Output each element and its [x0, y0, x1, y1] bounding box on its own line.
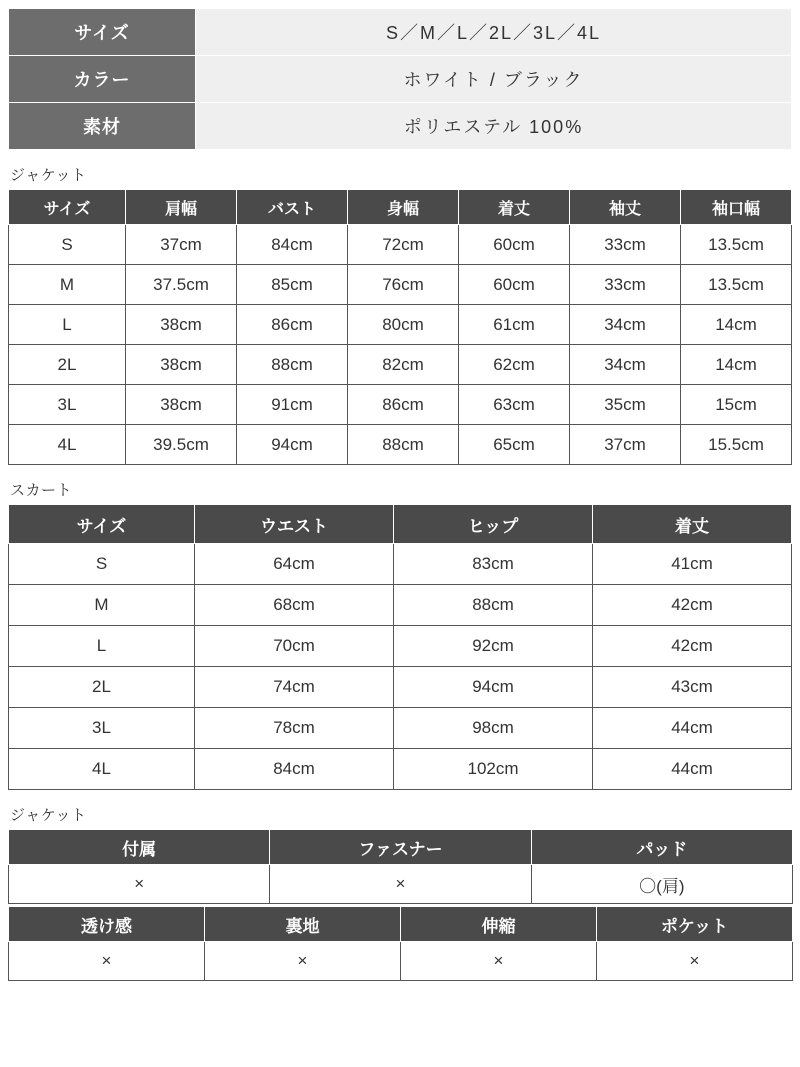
cell: 83cm: [394, 544, 593, 585]
column-header: 付属: [9, 830, 270, 865]
spec-value-material: ポリエステル 100%: [196, 103, 792, 150]
cell: ×: [9, 942, 205, 981]
cell: 60cm: [459, 225, 570, 265]
cell: 〇(肩): [531, 865, 792, 904]
column-header: 袖口幅: [681, 190, 792, 225]
cell: 37.5cm: [126, 265, 237, 305]
cell: 62cm: [459, 345, 570, 385]
cell: L: [9, 626, 195, 667]
column-header: ウエスト: [195, 505, 394, 544]
cell: 3L: [9, 708, 195, 749]
cell: 38cm: [126, 385, 237, 425]
table-row: [9, 345, 792, 385]
cell: 82cm: [348, 345, 459, 385]
cell: 68cm: [195, 585, 394, 626]
spec-label-size: サイズ: [9, 9, 196, 56]
cell: 91cm: [237, 385, 348, 425]
cell: 88cm: [348, 425, 459, 465]
cell: L: [9, 305, 126, 345]
cell: 86cm: [237, 305, 348, 345]
cell: 34cm: [570, 345, 681, 385]
cell: 70cm: [195, 626, 394, 667]
cell: 2L: [9, 667, 195, 708]
cell: 74cm: [195, 667, 394, 708]
column-header: 裏地: [205, 907, 401, 942]
column-header: 着丈: [459, 190, 570, 225]
table-row: [9, 385, 792, 425]
cell: M: [9, 585, 195, 626]
cell: 88cm: [394, 585, 593, 626]
table-header-row: [9, 830, 793, 865]
cell: 43cm: [593, 667, 792, 708]
cell: 33cm: [570, 265, 681, 305]
table-row: [9, 305, 792, 345]
table-row: [9, 9, 792, 56]
table-row: [9, 708, 792, 749]
cell: 38cm: [126, 305, 237, 345]
cell: ×: [9, 865, 270, 904]
table-row: [9, 56, 792, 103]
spec-value-size: S／M／L／2L／3L／4L: [196, 9, 792, 56]
cell: 76cm: [348, 265, 459, 305]
table-row: [9, 265, 792, 305]
cell: 85cm: [237, 265, 348, 305]
table-row: [9, 942, 793, 981]
jacket-measurement-table: [8, 189, 792, 465]
cell: 37cm: [570, 425, 681, 465]
cell: 64cm: [195, 544, 394, 585]
column-header: ヒップ: [394, 505, 593, 544]
cell: 38cm: [126, 345, 237, 385]
cell: ×: [401, 942, 597, 981]
cell: 14cm: [681, 305, 792, 345]
column-header: バスト: [237, 190, 348, 225]
cell: 84cm: [195, 749, 394, 790]
cell: S: [9, 544, 195, 585]
cell: 2L: [9, 345, 126, 385]
column-header: 袖丈: [570, 190, 681, 225]
attributes-section-label: ジャケット: [10, 807, 87, 824]
jacket-attributes-table-2: [8, 906, 793, 981]
cell: 37cm: [126, 225, 237, 265]
cell: 41cm: [593, 544, 792, 585]
cell: 84cm: [237, 225, 348, 265]
jacket-attributes-table-1: [8, 829, 793, 904]
cell: 65cm: [459, 425, 570, 465]
cell: 4L: [9, 749, 195, 790]
cell: 60cm: [459, 265, 570, 305]
cell: 94cm: [394, 667, 593, 708]
column-header: 着丈: [593, 505, 792, 544]
column-header: 透け感: [9, 907, 205, 942]
cell: 3L: [9, 385, 126, 425]
column-header: ポケット: [597, 907, 793, 942]
cell: S: [9, 225, 126, 265]
table-header-row: [9, 505, 792, 544]
cell: 44cm: [593, 708, 792, 749]
spec-label-material: 素材: [9, 103, 196, 150]
cell: 13.5cm: [681, 265, 792, 305]
spec-value-color: ホワイト / ブラック: [196, 56, 792, 103]
cell: 15cm: [681, 385, 792, 425]
jacket-section-label: ジャケット: [10, 167, 87, 184]
cell: 86cm: [348, 385, 459, 425]
table-row: [9, 585, 792, 626]
cell: 35cm: [570, 385, 681, 425]
cell: 92cm: [394, 626, 593, 667]
cell: 13.5cm: [681, 225, 792, 265]
cell: 61cm: [459, 305, 570, 345]
cell: M: [9, 265, 126, 305]
table-row: [9, 749, 792, 790]
cell: ×: [597, 942, 793, 981]
cell: 33cm: [570, 225, 681, 265]
cell: 98cm: [394, 708, 593, 749]
table-row: [9, 425, 792, 465]
cell: 34cm: [570, 305, 681, 345]
table-row: [9, 544, 792, 585]
table-header-row: [9, 190, 792, 225]
cell: 63cm: [459, 385, 570, 425]
cell: ×: [205, 942, 401, 981]
table-row: [9, 103, 792, 150]
column-header: サイズ: [9, 190, 126, 225]
cell: 14cm: [681, 345, 792, 385]
column-header: ファスナー: [270, 830, 531, 865]
cell: ×: [270, 865, 531, 904]
cell: 42cm: [593, 626, 792, 667]
spec-label-color: カラー: [9, 56, 196, 103]
cell: 39.5cm: [126, 425, 237, 465]
skirt-measurement-table: [8, 504, 792, 790]
table-row: [9, 225, 792, 265]
cell: 15.5cm: [681, 425, 792, 465]
table-row: [9, 626, 792, 667]
table-row: [9, 667, 792, 708]
product-spec-table: [8, 8, 792, 150]
column-header: サイズ: [9, 505, 195, 544]
column-header: 身幅: [348, 190, 459, 225]
cell: 102cm: [394, 749, 593, 790]
cell: 4L: [9, 425, 126, 465]
skirt-section-label: スカート: [10, 482, 73, 499]
cell: 94cm: [237, 425, 348, 465]
table-row: [9, 865, 793, 904]
table-header-row: [9, 907, 793, 942]
cell: 78cm: [195, 708, 394, 749]
column-header: 肩幅: [126, 190, 237, 225]
cell: 88cm: [237, 345, 348, 385]
cell: 80cm: [348, 305, 459, 345]
column-header: 伸縮: [401, 907, 597, 942]
cell: 42cm: [593, 585, 792, 626]
column-header: パッド: [531, 830, 792, 865]
cell: 44cm: [593, 749, 792, 790]
cell: 72cm: [348, 225, 459, 265]
